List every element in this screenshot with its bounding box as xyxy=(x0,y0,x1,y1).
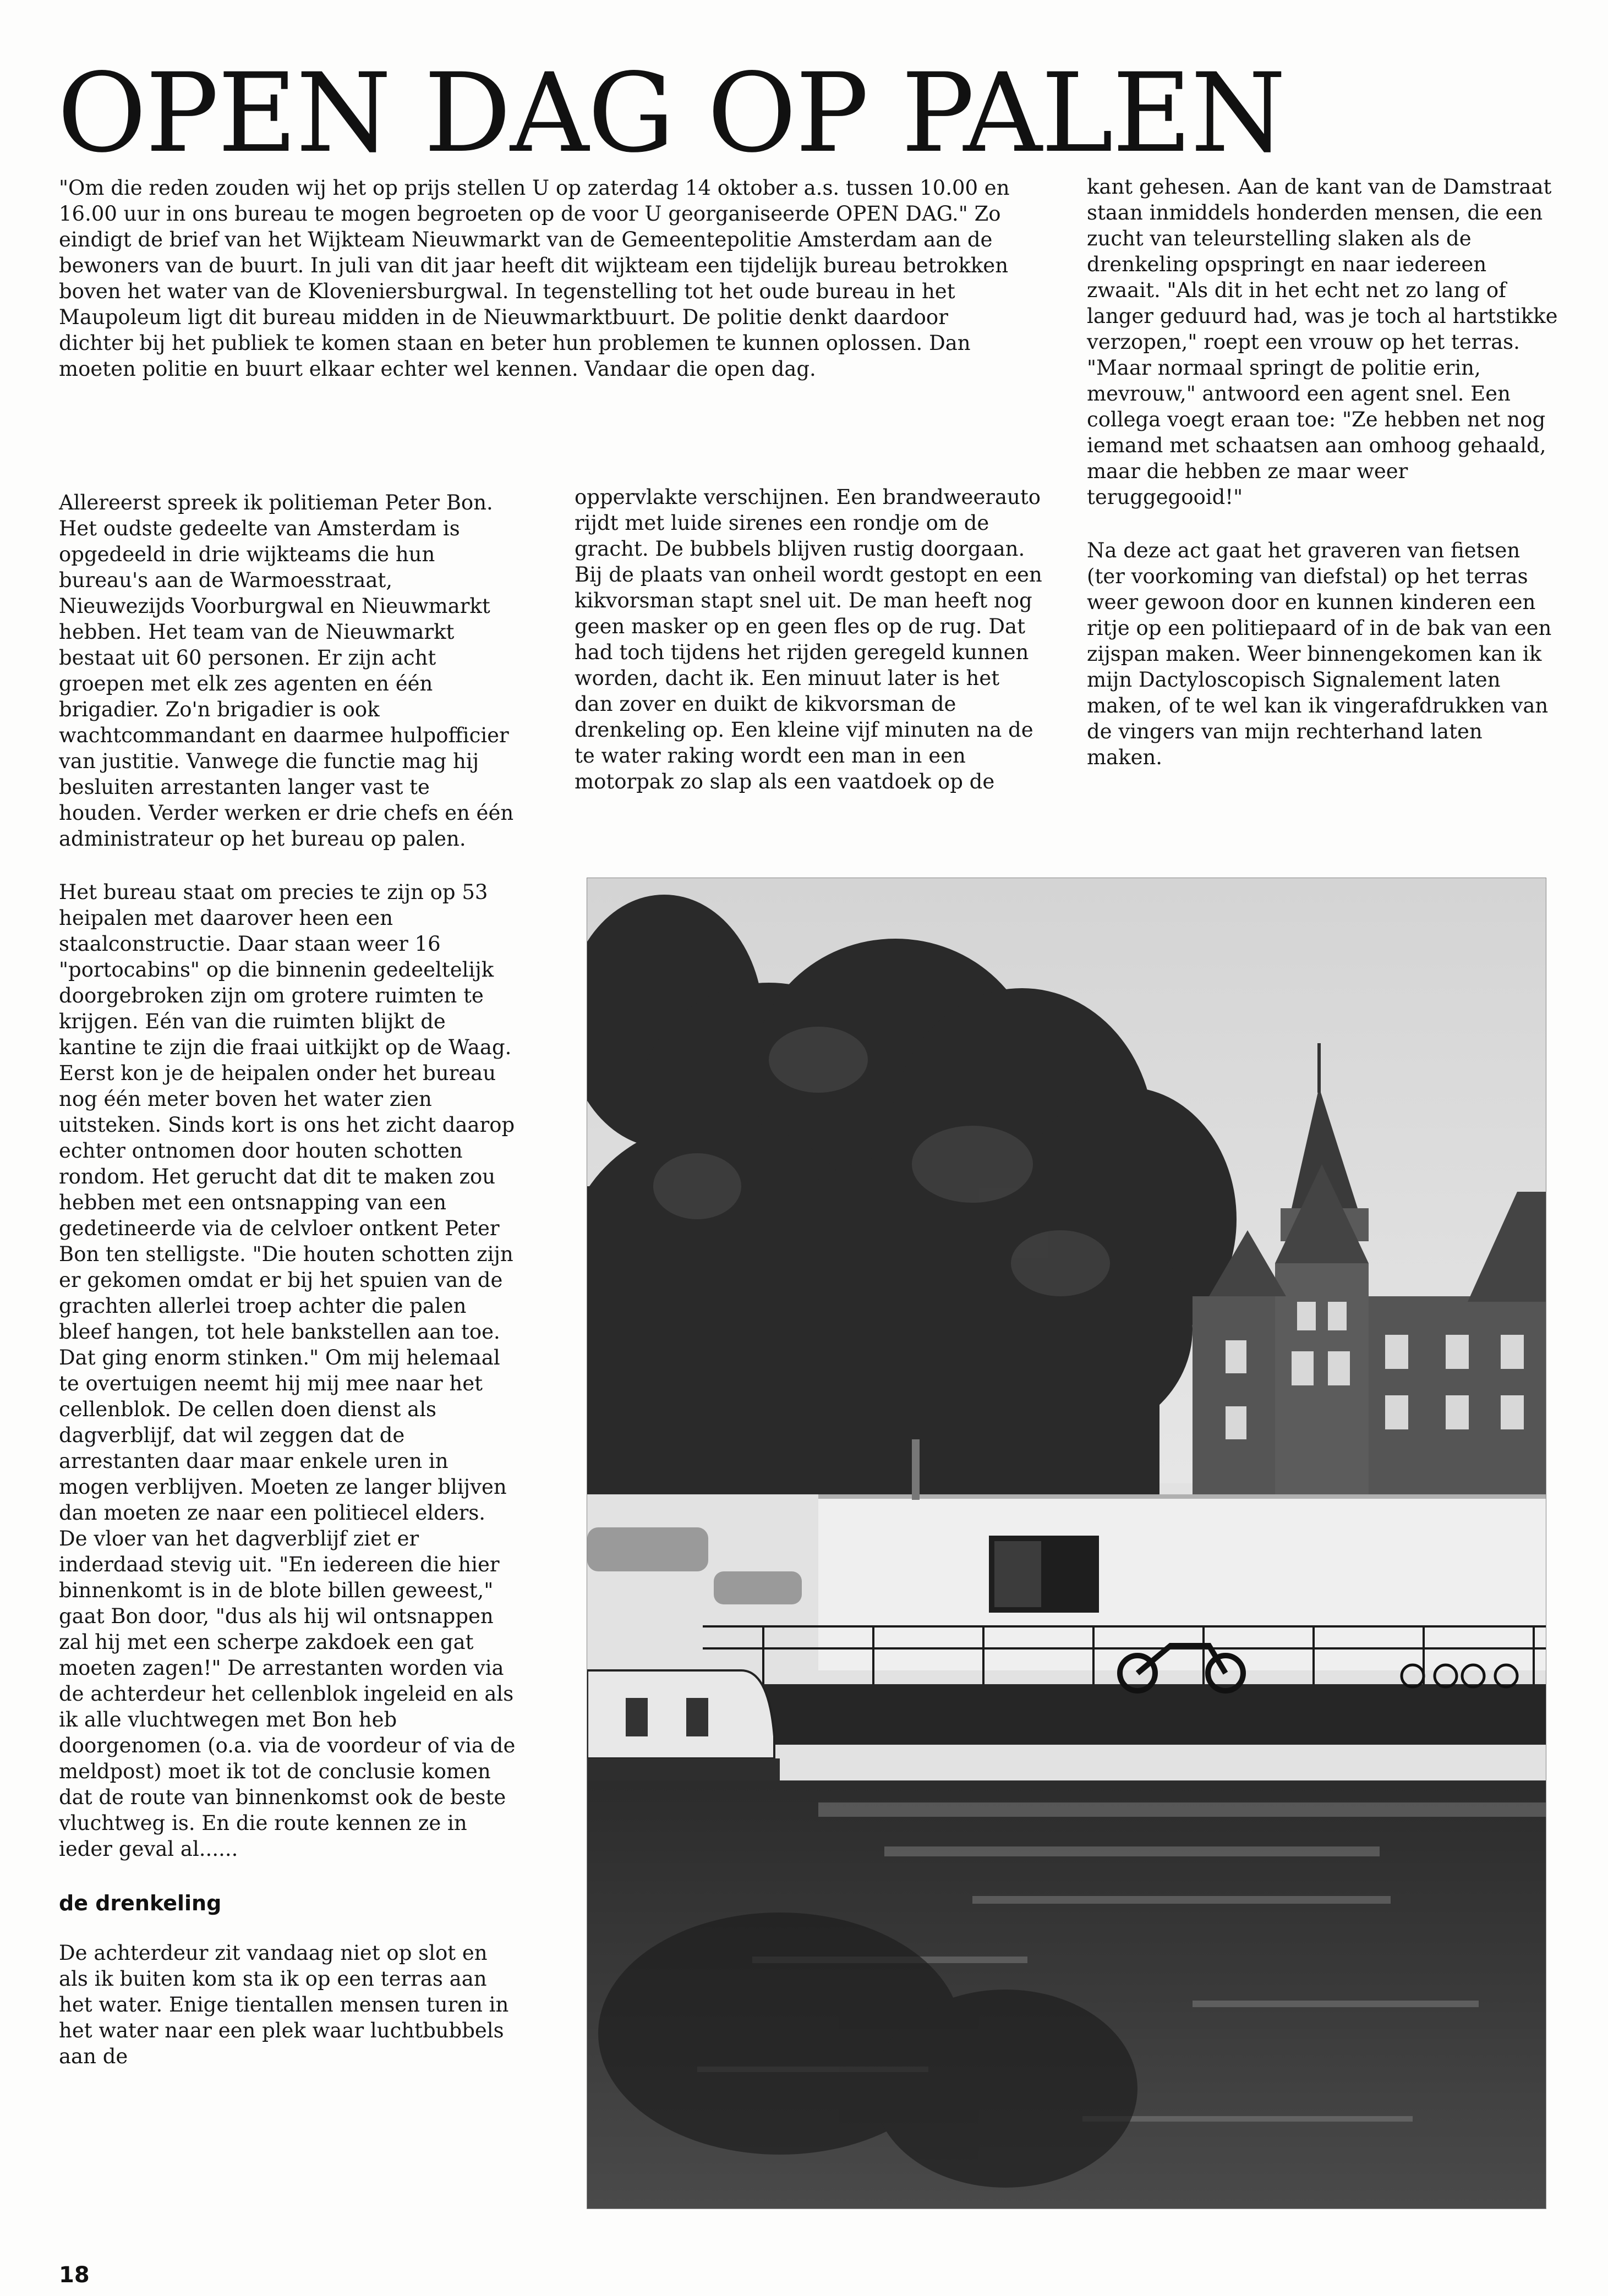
text-column-2 xyxy=(575,484,1042,822)
column-1-paragraph-3: De achterdeur zit vandaag niet op slot en als ik buiten kom sta ik op een terras aan het water. Enige tientallen mensen turen in het water naar een plek waar luchtbubbels aan de xyxy=(59,1941,509,2068)
column-3-paragraph-1: kant gehesen. Aan de kant van de Damstraat staan inmiddels honderden mensen, die een zucht van teleurstelling slaken als de drenkeling opspringt en naar iedereen zwaait. "Als dit in het echt net zo lang of langer geduurd had, was je toch al hartstikke verzopen," roept een vrouw op het terras. "Maar normaal springt de politie erin, mevrouw," antwoord een agent snel. Een collega voegt eraan toe: "Ze hebben net nog iemand met schaatsen aan omhoog gehaald, maar die hebben ze maar weer teruggegooid!" xyxy=(1087,175,1558,509)
column-1-paragraph-2: Het bureau staat om precies te zijn op 53 heipalen met daarover heen een staalconstructie. Daar staan weer 16 "portocabins" op die binnenin gedeeltelijk doorgebroken zijn om grotere ruimten te krijgen. Eén van die ruimten blijkt de kantine te zijn die fraai uitkijkt op de Waag. Eerst kon je de heipalen onder het bureau nog één meter boven het water zien uitsteken. Sinds kort is ons het zicht daarop echter ontnomen door houten schotten rondom. Het gerucht dat dit te maken zou hebben met een ontsnapping van een gedetineerde via de celvloer ontkent Peter Bon ten stelligste. "Die houten schotten zijn er gekomen omdat er bij het spuien van de grachten allerlei troep achter die palen bleef hangen, tot hele bankstellen aan toe. Dat ging enorm stinken." Om mij helemaal te overtuigen neemt hij mij mee naar het cellenblok. De cellen doen dienst als dagverblijf, dat wil zeggen dat de arrestanten daar maar enkele uren in mogen verblijven. Moeten ze langer blijven dan moeten ze naar een politiecel elders. De vloer van het dagverblijf ziet er inderdaad stevig uit. "En iedereen die hier binnenkomt is in de blote billen geweest," gaat Bon door, "dus als hij wil ontsnappen zal hij met een scherpe zakdoek een gat moeten zagen!" De arrestanten worden via de achterdeur het cellenblok ingeleid en als ik alle vluchtwegen met Bon heb doorgenomen (o.a. via de voordeur of via de meldpost) moet ik tot de conclusie komen dat de route van binnenkomst ook de beste vluchtweg is. En die route kennen ze in ieder geval al...... xyxy=(59,880,516,1861)
intro-paragraph: "Om die reden zouden wij het op prijs stellen U op zaterdag 14 oktober a.s. tussen 10.00 en 16.00 uur in ons bureau te mogen begroeten op de voor U georganiseerde OPEN DAG." Zo eindigt de brief van het Wijkteam Nieuwmarkt van de Gemeentepolitie Amsterdam aan de bewoners van de buurt. In juli van dit jaar heeft dit wijkteam een tijdelijk bureau betrokken boven het water van de Kloveniersburgwal. In tegenstelling tot het oude bureau in het Maupoleum ligt dit bureau midden in de Nieuwmarktbuurt. De politie denkt daardoor dichter bij het publiek te komen staan en beter hun problemen te kunnen oplossen. Dan moeten politie en buurt elkaar echter wel kennen. Vandaar die open dag. xyxy=(59,176,1010,381)
page-number: 18 xyxy=(59,2262,90,2288)
houseboat xyxy=(587,1670,780,1786)
text-column-3 xyxy=(1087,174,1560,798)
parked-cars xyxy=(587,1527,802,1604)
photo-police-station-on-stilts xyxy=(587,878,1546,2209)
column-1-paragraph-1: Allereerst spreek ik politieman Peter Bon. Het oudste gedeelte van Amsterdam is opgedeeld in drie wijkteams die hun bureau's aan de Warmoesstraat, Nieuwezijds Voorburgwal en Nieuwmarkt hebben. Het team van de Nieuwmarkt bestaat uit 60 personen. Er zijn acht groepen met elk zes agenten en één brigadier. Zo'n brigadier is ook wachtcommandant en daarmee hulpofficier van justitie. Vanwege die functie mag hij besluiten arrestanten langer vast te houden. Verder werken er drie chefs en één administrateur op het bureau op palen. xyxy=(59,491,514,851)
column-2-paragraph-1: oppervlakte verschijnen. Een brandweerauto rijdt met luide sirenes een rondje om de gracht. De bubbels blijven rustig doorgaan. Bij de plaats van onheil wordt gestopt en een kikvorsman stapt snel uit. De man heeft nog geen masker op en geen fles op de rug. Dat had toch tijdens het rijden geregeld kunnen worden, dacht ik. Een minuut later is het dan zover en duikt de kikvorsman de drenkeling op. Een kleine vijf minuten na de te water raking wordt een man in een motorpak zo slap als een vaatdoek op de xyxy=(575,485,1042,793)
text-column-1 xyxy=(59,490,516,2097)
column-3-paragraph-2: Na deze act gaat het graveren van fietsen (ter voorkoming van diefstal) op het terras weer gewoon door en kunnen kinderen een ritje op een politiepaard of in de bak van een zijspan maken. Weer binnengekomen kan ik mijn Dactyloscopisch Signalement laten maken, of te wel kan ik vingerafdrukken van de vingers van mijn rechterhand laten maken. xyxy=(1087,539,1552,769)
photo-illustration xyxy=(587,878,1546,2209)
subheading-drenkeling: de drenkeling xyxy=(59,1891,222,1915)
article-title: OPEN DAG OP PALEN xyxy=(57,50,1285,177)
deck-platform xyxy=(703,1684,1546,1745)
